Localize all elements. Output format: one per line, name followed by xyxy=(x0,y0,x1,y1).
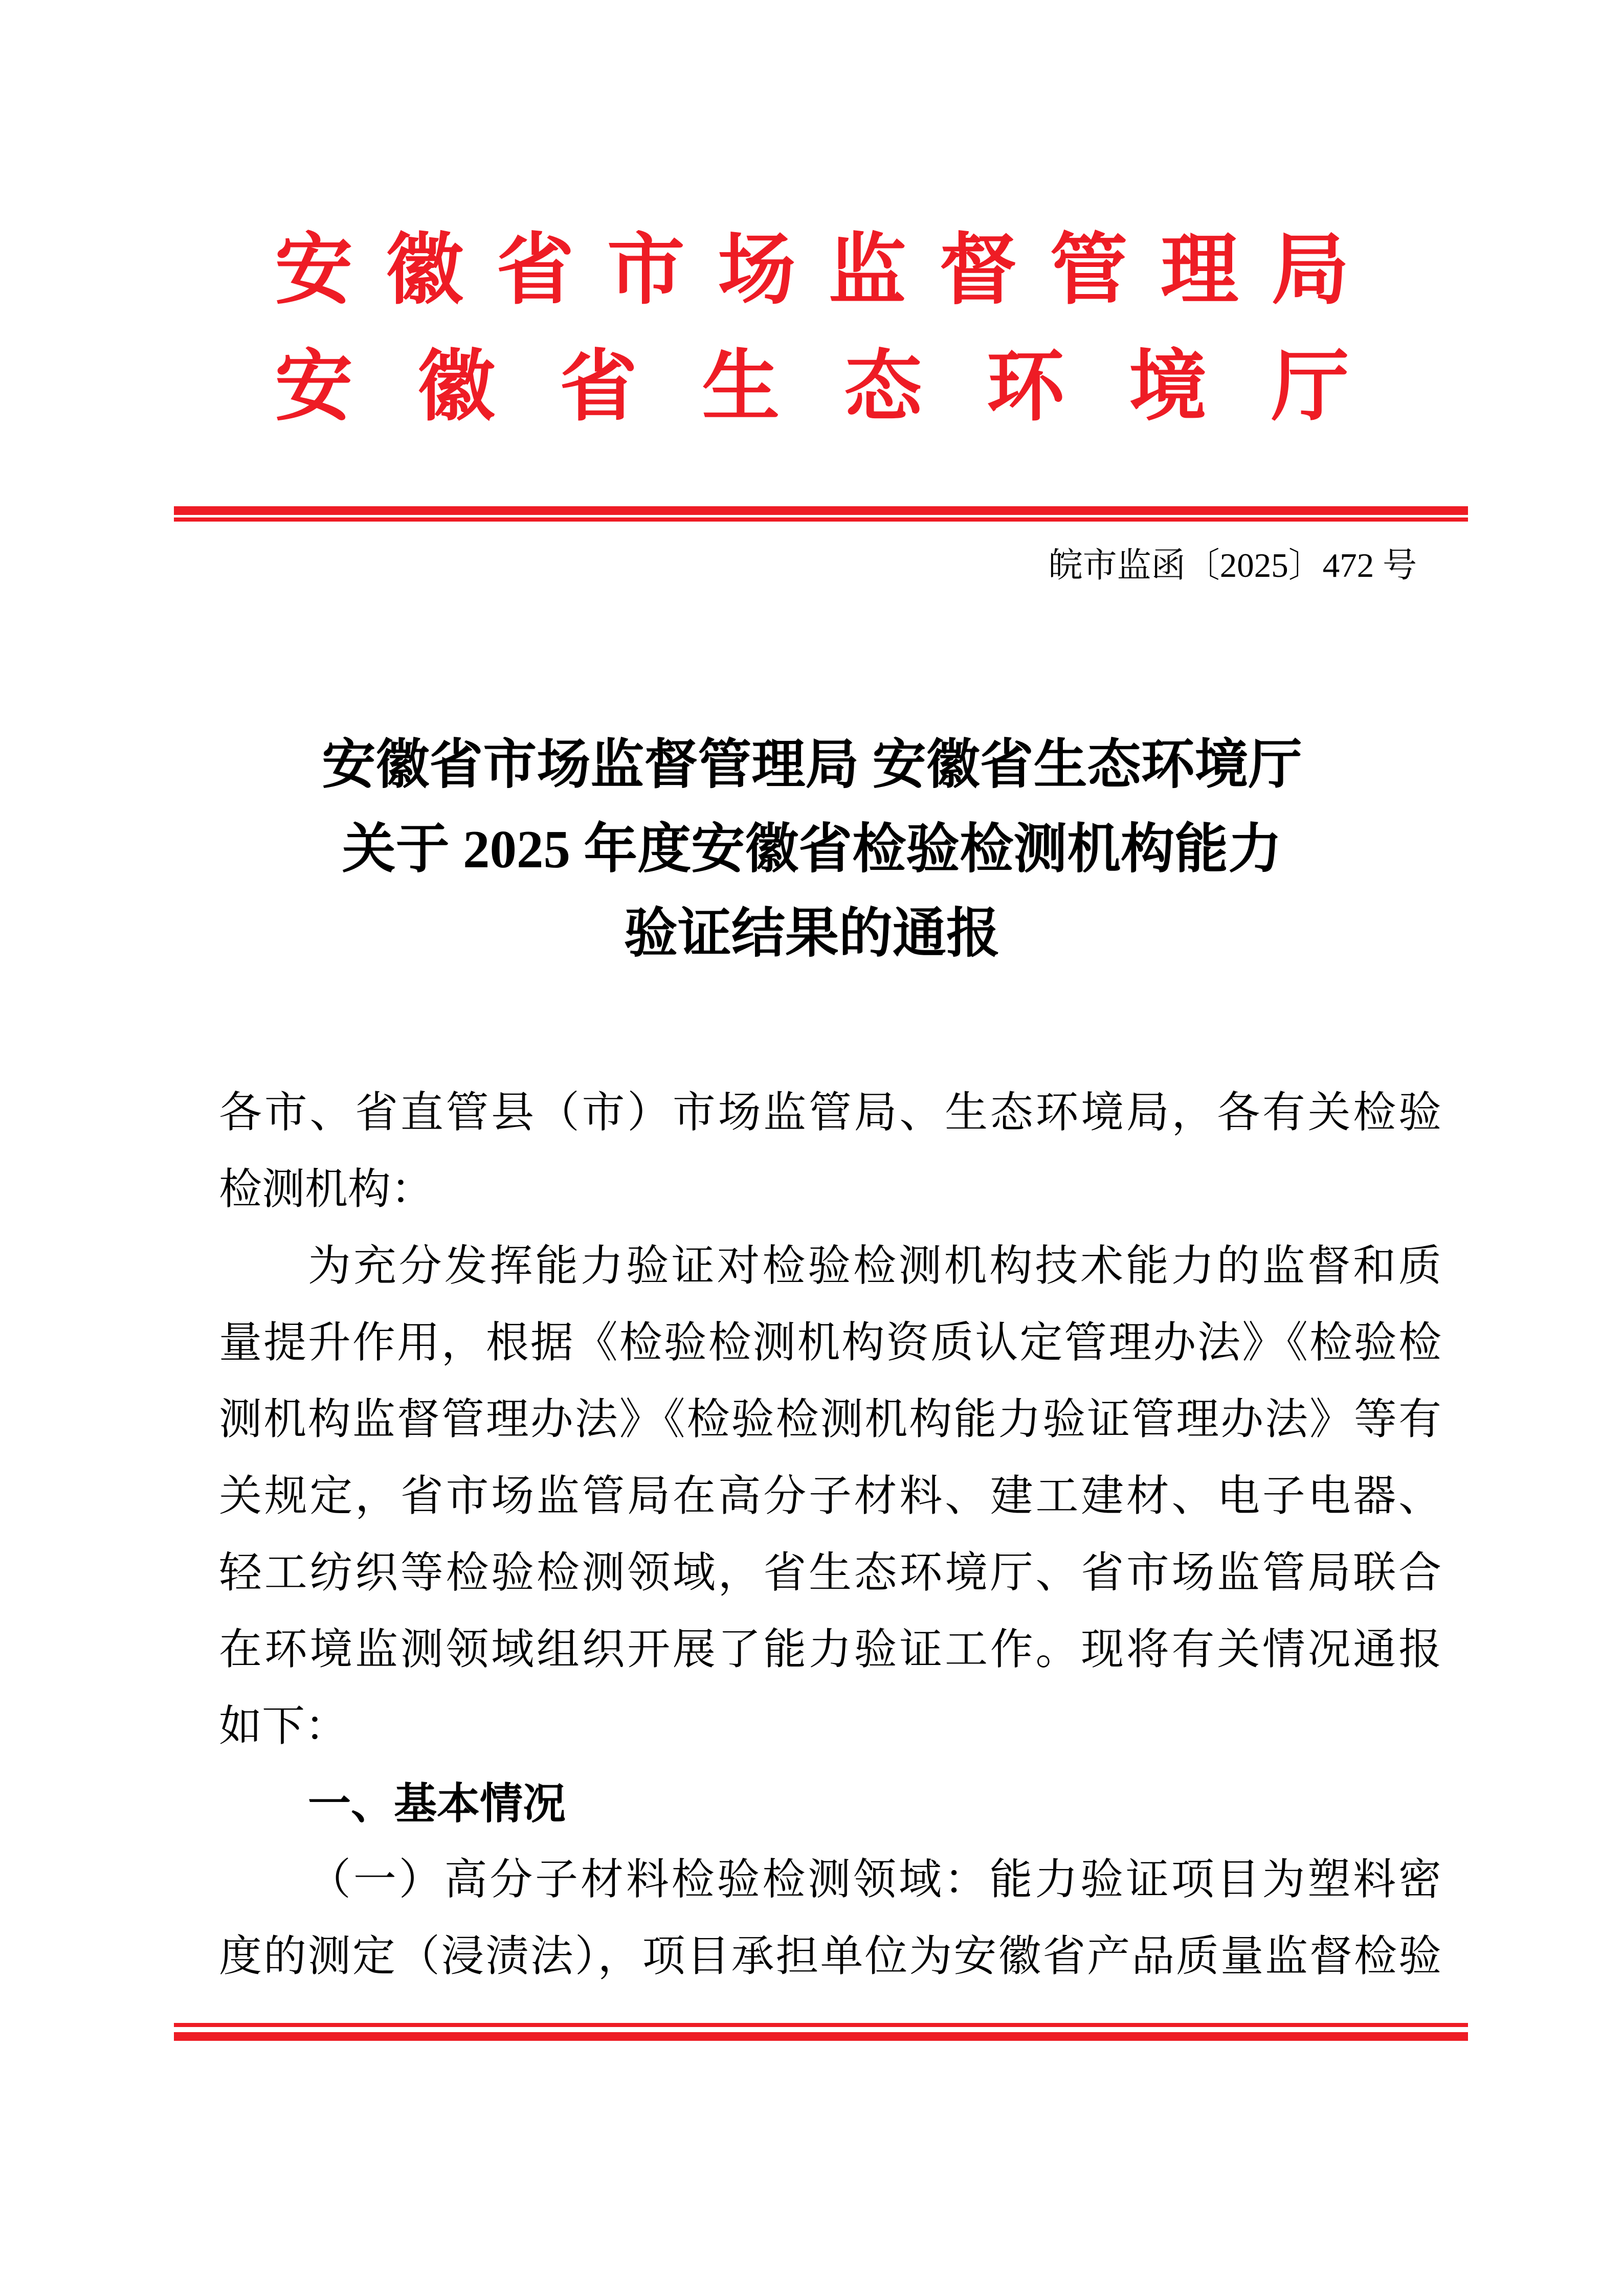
body-line: （一）高分子材料检验检测领域：能力验证项目为塑料密 xyxy=(308,1856,1441,1904)
body-line: 如下： xyxy=(219,1703,348,1750)
body-line: 轻工纺织等检验检测领域，省生态环境厅、省市场监管局联合 xyxy=(219,1549,1441,1597)
header-double-rule xyxy=(174,506,1468,522)
body-line: 量提升作用，根据《检验检测机构资质认定管理办法》《检验检 xyxy=(219,1319,1441,1367)
section-heading: 一、基本情况 xyxy=(308,1780,566,1828)
body-line: 为充分发挥能力验证对检验检测机构技术能力的监督和质 xyxy=(308,1243,1441,1290)
body-line: 各市、省直管县（市）市场监管局、生态环境局，各有关检验 xyxy=(219,1089,1441,1137)
document-title xyxy=(0,723,1624,976)
header-rule-thick xyxy=(174,506,1468,515)
title-line-1: 安徽省市场监督管理局 安徽省生态环境厅 xyxy=(322,735,1302,795)
body-line: 测机构监督管理办法》《检验检测机构能力验证管理办法》等有 xyxy=(219,1396,1441,1444)
document-body xyxy=(219,1075,1441,1995)
letterhead-org-line-1: 安徽省市场监督管理局 xyxy=(275,228,1349,313)
footer-rule-thick xyxy=(174,2032,1468,2041)
title-line-3: 验证结果的通报 xyxy=(624,904,1000,963)
body-line: 度的测定（浸渍法），项目承担单位为安徽省产品质量监督检验 xyxy=(219,1933,1441,1980)
document-number: 皖市监函〔2025〕472 号 xyxy=(1048,547,1417,584)
header-rule-thin xyxy=(174,517,1468,522)
letterhead xyxy=(275,212,1349,445)
letterhead-org-line-2: 安徽省生态环境厅 xyxy=(275,344,1349,430)
footer-rule-gap xyxy=(174,2027,1468,2032)
body-line: 在环境监测领域组织开展了能力验证工作。现将有关情况通报 xyxy=(219,1626,1441,1674)
footer-rule-thin xyxy=(174,2023,1468,2027)
body-line: 关规定，省市场监管局在高分子材料、建工建材、电子电器、 xyxy=(219,1473,1441,1520)
title-line-2: 关于 2025 年度安徽省检验检测机构能力 xyxy=(342,819,1282,879)
body-line: 检测机构： xyxy=(219,1166,434,1213)
footer-double-rule xyxy=(174,2023,1468,2041)
